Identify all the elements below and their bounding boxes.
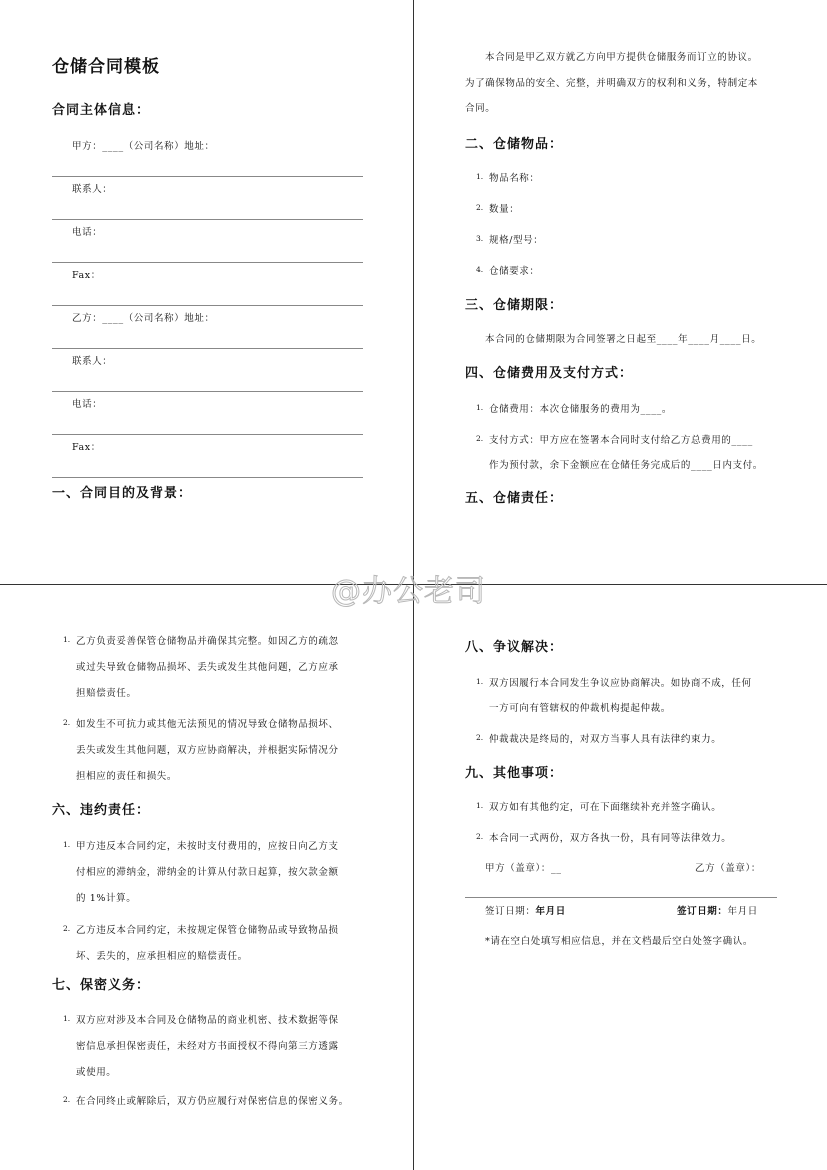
section-9-heading: 九、其他事项： [465,766,564,781]
date-b-label: 签订日期： [677,906,728,917]
dispute-2-number: 2. [476,733,484,742]
section-1-heading: 一、合同目的及背景： [52,486,193,501]
breach-1-line-1: 甲方违反本合同约定，未按时支付费用的，应按日向乙方支 [76,841,339,852]
conf-1-line-3: 或使用。 [76,1067,117,1078]
party-a-phone-field: 电话： [72,227,103,238]
conf-1-number: 1. [63,1014,71,1023]
party-b-line [52,348,363,349]
breach-2-line-1: 乙方违反本合同约定，未按规定保管仓储物品或导致物品损 [76,925,339,936]
breach-2-number: 2. [63,924,71,933]
fee-text: 仓储费用：本次仓储服务的费用为____。 [489,404,673,415]
intro-line-3: 合同。 [465,103,496,114]
party-a-contact-field: 联系人： [72,184,113,195]
resp-1-line-1: 乙方负责妥善保管仓储物品并确保其完整。如因乙方的疏忽 [76,636,339,647]
party-a-contact-line [52,219,363,220]
dispute-1-line-2: 一方可向有管辖权的仲裁机构提起仲裁。 [489,703,671,714]
conf-2-line-1: 在合同终止或解除后，双方仍应履行对保密信息的保密义务。 [76,1096,349,1107]
pay-number: 2. [476,434,484,443]
item-4-text: 仓储要求： [489,266,540,277]
intro-line-1: 本合同是甲乙双方就乙方向甲方提供仓储服务而订立的协议。 [485,52,758,63]
party-b-phone-line [52,434,363,435]
breach-1-line-3: 的 1%计算。 [76,893,137,904]
section-2-heading: 二、仓储物品： [465,137,564,152]
party-b-fax-field: Fax： [72,442,101,453]
date-b [677,903,758,917]
fee-number: 1. [476,403,484,412]
resp-2-line-3: 担相应的责任和损失。 [76,771,178,782]
page-bottom-right [414,585,827,1170]
section-7-heading: 七、保密义务： [52,978,151,993]
date-a-label: 签订日期： [485,906,536,917]
section-5-heading: 五、仓储责任： [465,491,564,506]
party-b-contact-field: 联系人： [72,356,113,367]
dispute-1-line-1: 双方因履行本合同发生争议应协商解决。如协商不成，任何 [489,678,752,689]
conf-2-number: 2. [63,1095,71,1104]
date-a-value: 年月日 [535,906,566,917]
party-b-seal: 乙方（盖章）： [695,863,761,874]
resp-1-line-3: 担赔偿责任。 [76,688,137,699]
item-4-number: 4. [476,265,484,274]
breach-2-line-2: 坏、丢失的，应承担相应的赔偿责任。 [76,951,248,962]
dispute-2-line-1: 仲裁裁决是终局的，对双方当事人具有法律约束力。 [489,734,722,745]
page-bottom-left [0,585,413,1170]
item-1-text: 物品名称： [489,173,540,184]
date-a [485,903,566,917]
signature-line [465,897,777,898]
pay-text-2: 作为预付款，余下金额应在仓储任务完成后的____日内支付。 [489,460,763,471]
party-a-field: 甲方：____（公司名称）地址： [72,141,215,152]
party-b-contact-line [52,391,363,392]
resp-2-number: 2. [63,718,71,727]
other-2-line-1: 本合同一式两份，双方各执一份，具有同等法律效力。 [489,833,732,844]
party-a-seal: 甲方（盖章）：__ [485,863,562,874]
party-a-fax-line [52,305,363,306]
intro-line-2: 为了确保物品的安全、完整，并明确双方的权利和义务，特制定本 [465,78,758,89]
party-b-field: 乙方：____（公司名称）地址： [72,313,215,324]
watermark: @办公老司 [331,574,486,609]
section-8-heading: 八、争议解决： [465,640,564,655]
footnote: *请在空白处填写相应信息，并在文档最后空白处签字确认。 [485,936,753,947]
pay-text-1: 支付方式：甲方应在签署本合同时支付给乙方总费用的____ [489,435,753,446]
date-b-value: 年月日 [727,906,758,917]
party-a-phone-line [52,262,363,263]
section-4-heading: 四、仓储费用及支付方式： [465,366,634,381]
other-1-line-1: 双方如有其他约定，可在下面继续补充并签字确认。 [489,802,722,813]
party-a-line [52,176,363,177]
breach-1-number: 1. [63,840,71,849]
conf-1-line-1: 双方应对涉及本合同及仓储物品的商业机密、技术数据等保 [76,1015,339,1026]
item-3-text: 规格/型号： [489,235,544,246]
section-6-heading: 六、违约责任： [52,803,151,818]
document-title: 仓储合同模板 [52,57,160,77]
party-b-phone-field: 电话： [72,399,103,410]
resp-1-line-2: 或过失导致仓储物品损坏、丢失或发生其他问题，乙方应承 [76,662,339,673]
resp-1-number: 1. [63,635,71,644]
resp-2-line-1: 如发生不可抗力或其他无法预见的情况导致仓储物品损坏、 [76,719,339,730]
item-3-number: 3. [476,234,484,243]
section-3-heading: 三、仓储期限： [465,298,564,313]
other-1-number: 1. [476,801,484,810]
page-top-left [0,0,413,584]
item-1-number: 1. [476,172,484,181]
breach-1-line-2: 付相应的滞纳金，滞纳金的计算从付款日起算，按欠款金额 [76,867,339,878]
party-b-fax-line [52,477,363,478]
item-2-text: 数量： [489,204,520,215]
page-top-right [414,0,827,584]
item-2-number: 2. [476,203,484,212]
resp-2-line-2: 丢失或发生其他问题，双方应协商解决，并根据实际情况分 [76,745,339,756]
dispute-1-number: 1. [476,677,484,686]
party-a-fax-field: Fax： [72,270,101,281]
conf-1-line-2: 密信息承担保密责任，未经对方书面授权不得向第三方透露 [76,1041,339,1052]
other-2-number: 2. [476,832,484,841]
subject-heading: 合同主体信息： [52,103,151,118]
term-text: 本合同的仓储期限为合同签署之日起至____年____月____日。 [485,334,762,345]
